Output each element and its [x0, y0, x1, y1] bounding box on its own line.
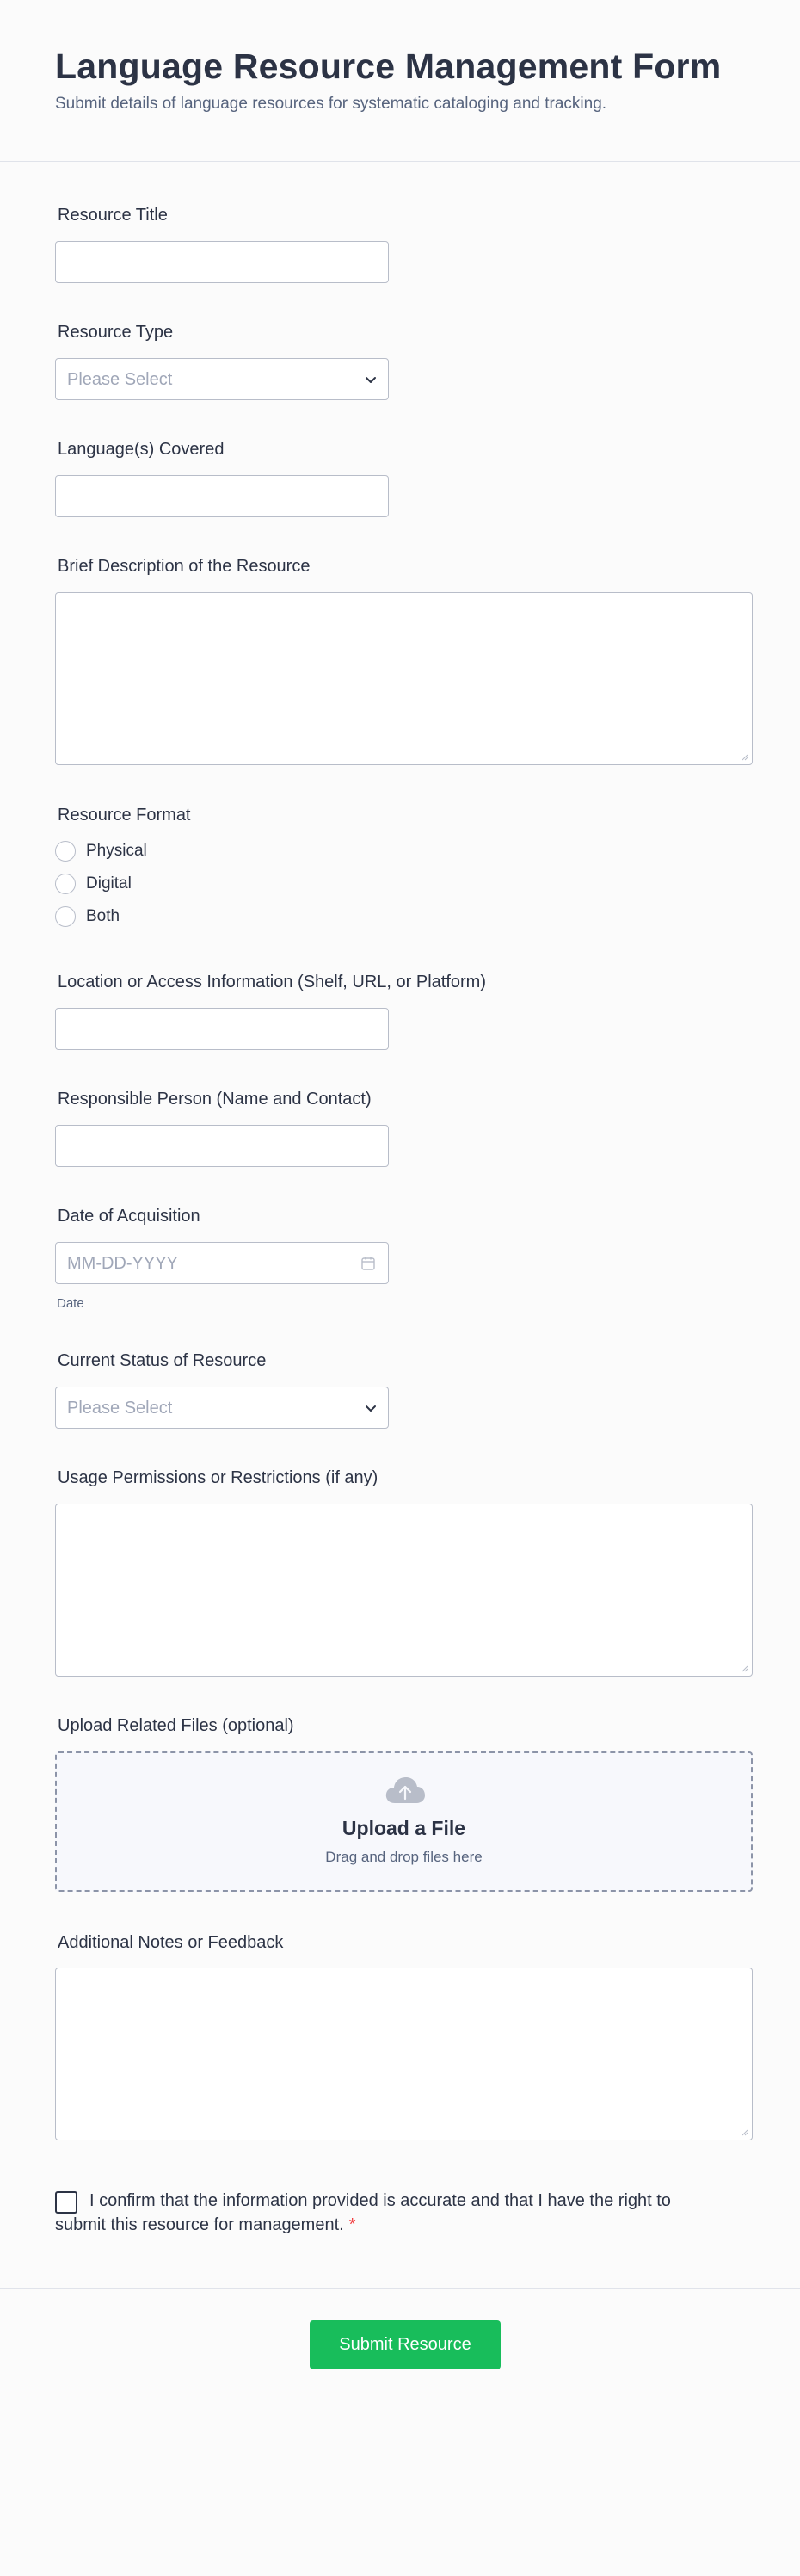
resource-type-select[interactable] [55, 358, 389, 400]
responsible-input[interactable] [55, 1125, 389, 1167]
radio-both[interactable] [55, 906, 76, 927]
languages-input[interactable] [55, 475, 389, 517]
chevron-down-icon [364, 1401, 378, 1415]
format-option-physical[interactable] [55, 841, 147, 862]
radio-digital[interactable] [55, 874, 76, 894]
format-option-digital[interactable] [55, 874, 132, 894]
form-subtitle: Submit details of language resources for systematic cataloging and tracking. [55, 95, 607, 113]
acquisition-date-input[interactable] [55, 1242, 389, 1284]
notes-label: Additional Notes or Feedback [58, 1933, 284, 1952]
resource-title-label: Resource Title [58, 206, 168, 225]
resource-type-placeholder: Please Select [67, 370, 173, 389]
notes-textarea[interactable] [55, 1968, 753, 2140]
required-marker: * [348, 2215, 356, 2234]
chevron-down-icon [364, 373, 378, 386]
calendar-icon[interactable] [360, 1255, 377, 1272]
languages-label: Language(s) Covered [58, 440, 225, 459]
permissions-textarea[interactable] [55, 1504, 753, 1677]
file-dropzone[interactable] [55, 1751, 753, 1892]
radio-digital-label: Digital [86, 874, 132, 893]
format-label: Resource Format [58, 806, 191, 825]
confirm-row [55, 2189, 692, 2237]
resize-handle-icon[interactable] [741, 2128, 748, 2136]
permissions-label: Usage Permissions or Restrictions (if any) [58, 1468, 378, 1487]
status-placeholder: Please Select [67, 1399, 173, 1418]
date-sublabel: Date [57, 1296, 84, 1311]
upload-label: Upload Related Files (optional) [58, 1716, 294, 1735]
description-label: Brief Description of the Resource [58, 557, 311, 576]
confirm-text: I confirm that the information provided is accurate and that I have the right to submit this resource for management. [55, 2191, 671, 2234]
resource-type-label: Resource Type [58, 323, 174, 342]
radio-both-label: Both [86, 907, 120, 925]
confirm-checkbox[interactable] [55, 2191, 77, 2214]
resize-handle-icon[interactable] [741, 753, 748, 761]
form-title: Language Resource Management Form [55, 46, 722, 86]
description-textarea[interactable] [55, 592, 753, 765]
format-option-both[interactable] [55, 906, 120, 927]
form-header [0, 0, 800, 162]
radio-physical-label: Physical [86, 842, 147, 860]
submit-button[interactable]: Submit Resource [310, 2320, 501, 2369]
resize-handle-icon[interactable] [741, 1665, 748, 1672]
responsible-label: Responsible Person (Name and Contact) [58, 1090, 372, 1109]
acquisition-date-label: Date of Acquisition [58, 1207, 200, 1226]
radio-physical[interactable] [55, 841, 76, 862]
cloud-upload-icon [384, 1774, 427, 1808]
status-select[interactable] [55, 1387, 389, 1429]
location-label: Location or Access Information (Shelf, URL, or Platform) [58, 973, 486, 991]
form-footer [0, 2288, 800, 2414]
upload-hint: Drag and drop files here [325, 1849, 483, 1865]
confirm-label [55, 2189, 692, 2237]
location-input[interactable] [55, 1008, 389, 1050]
upload-title: Upload a File [342, 1817, 466, 1839]
status-label: Current Status of Resource [58, 1351, 267, 1370]
resource-title-input[interactable] [55, 241, 389, 283]
date-placeholder: MM-DD-YYYY [67, 1254, 178, 1273]
